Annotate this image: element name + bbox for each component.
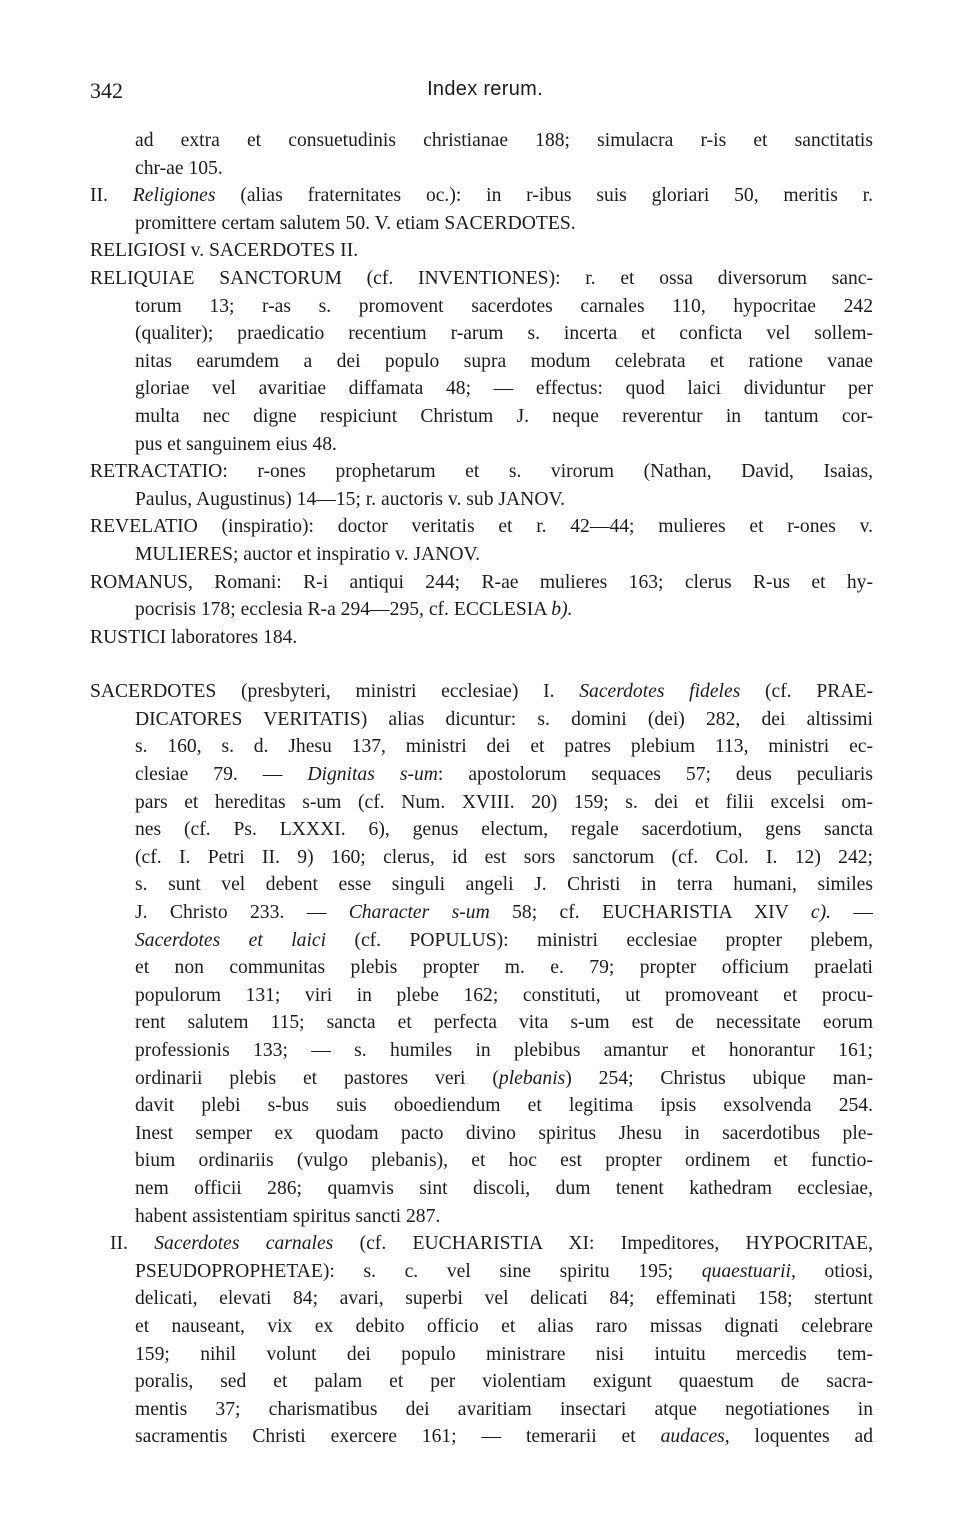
italic-term: Sacerdotes carnales	[154, 1233, 334, 1255]
index-line: nem officii 286; quamvis sint discoli, dum tenent kathedram ecclesiae,	[135, 1177, 873, 1199]
index-line: professionis 133; — s. humiles in plebibus amantur et honorantur 161;	[135, 1040, 873, 1061]
text-run: (cf. POPULUS): ministri ecclesiae propter plebem,	[326, 929, 873, 951]
text-run: 58; cf. EUCHARISTIA XIV	[489, 902, 811, 924]
italic-term: quaestuarii,	[701, 1260, 796, 1282]
text-run: (cf. PRAE-	[740, 681, 873, 703]
index-line: nitas earumdem a dei populo supra modum celebrata et ratione vanae	[135, 350, 873, 372]
index-line: poralis, sed et palam et per violentiam exigunt quaestum de sacra-	[135, 1371, 873, 1393]
index-body	[90, 127, 873, 1451]
text-run: ) 254; Christus ubique man-	[565, 1067, 873, 1089]
index-line: (cf. I. Petri II. 9) 160; clerus, id est sors sanctorum (cf. Col. I. 12) 242;	[135, 846, 873, 868]
index-line: Paulus, Augustinus) 14—15; r. auctoris v. sub JANOV.	[135, 488, 565, 510]
index-line: pars et hereditas s-um (cf. Num. XVIII. 20) 159; s. dei et filii excelsi om-	[135, 791, 873, 813]
italic-term: plebanis	[498, 1067, 566, 1089]
text-run: (cf. EUCHARISTIA XI: Impeditores, HYPOCRITAE,	[333, 1233, 873, 1255]
index-entry-start	[90, 678, 873, 706]
index-line: pus et sanguinem eius 48.	[135, 433, 337, 455]
index-entry-start: ROMANUS, Romani: R-i antiqui 244; R-ae mulieres 163; clerus R-us et hy-	[90, 571, 873, 593]
italic-term: c).	[810, 902, 831, 924]
italic-term: Sacerdotes et laici	[135, 929, 327, 951]
index-entry-start	[110, 1230, 873, 1258]
index-line: et non communitas plebis propter m. e. 79; propter officium praelati	[135, 957, 873, 979]
index-line: delicati, elevati 84; avari, superbi vel delicati 84; effeminati 158; stertunt	[135, 1288, 873, 1310]
text-run: otiosi,	[795, 1260, 873, 1282]
index-line: 159; nihil volunt dei populo ministrare nisi intuitu mercedis tem-	[135, 1343, 873, 1365]
text-run: loquentes ad	[729, 1426, 873, 1448]
index-line: gloriae vel avaritiae diffamata 48; — effectus: quod laici dividuntur per	[135, 378, 873, 400]
index-entry-start	[90, 182, 873, 210]
italic-term: Character s-um	[348, 902, 490, 924]
page-header	[90, 78, 880, 108]
index-entry-start: REVELATIO (inspiratio): doctor veritatis et r. 42—44; mulieres et r-ones v.	[90, 516, 873, 538]
index-line: torum 13; r-as s. promovent sacerdotes carnales 110, hypocritae 242	[135, 295, 873, 317]
index-entry-start: RETRACTATIO: r-ones prophetarum et s. virorum (Nathan, David, Isaias,	[90, 461, 873, 483]
text-run: pocrisis 178; ecclesia R-a 294—295, cf. ECCLESIA	[135, 599, 552, 621]
italic-term: Sacerdotes fideles	[579, 681, 741, 703]
index-entry-start: RELIGIOSI v. SACERDOTES II.	[90, 240, 359, 262]
index-line: Inest semper ex quodam pacto divino spiritus Jhesu in sacerdotibus ple-	[135, 1122, 873, 1144]
index-line	[135, 1065, 873, 1093]
text-run: (alias fraternitates oc.): in r-ibus suis gloriari 50, meritis r.	[215, 185, 873, 207]
text-run: ordinarii plebis et pastores veri (	[135, 1067, 499, 1089]
italic-term: Dignitas s-um	[307, 764, 438, 786]
index-line: davit plebi s-bus suis oboediendum et legitima ipsis exsolvenda 254.	[135, 1095, 873, 1117]
text-run: II.	[90, 185, 133, 207]
index-line: populorum 131; viri in plebe 162; constituti, ut promoveant et procu-	[135, 984, 873, 1006]
index-line: promittere certam salutem 50. V. etiam SACERDOTES.	[135, 212, 576, 234]
index-line: bium ordinariis (vulgo plebanis), et hoc est propter ordinem et functio-	[135, 1150, 873, 1172]
text-run: sacramentis Christi exercere 161; — temerarii et	[135, 1426, 661, 1448]
running-title: Index rerum.	[427, 78, 543, 100]
text-run: PSEUDOPROPHETAE): s. c. vel sine spiritu 195;	[135, 1260, 702, 1282]
text-run: J. Christo 233. —	[135, 902, 349, 924]
index-line: ad extra et consuetudinis christianae 188; simulacra r-is et sanctitatis	[135, 130, 873, 151]
index-line	[135, 761, 873, 789]
index-line	[135, 596, 873, 624]
text-run: clesiae 79. —	[135, 764, 308, 786]
index-line	[135, 1258, 873, 1286]
index-line: et nauseant, vix ex debito officio et alias raro missas dignati celebrare	[135, 1315, 873, 1337]
index-line: habent assistentiam spiritus sancti 287.	[135, 1205, 441, 1227]
index-line: chr-ae 105.	[135, 157, 223, 179]
index-line	[135, 899, 873, 927]
paragraph-gap	[135, 651, 873, 678]
italic-term: Religiones	[132, 185, 216, 207]
text-run: —	[831, 902, 873, 924]
index-line: s. sunt vel debent esse singuli angeli J. Christi in terra humani, similes	[135, 874, 873, 896]
page-number: 342	[90, 78, 123, 103]
index-line: (qualiter); praedicatio recentium r-arum s. incerta et conficta vel sollem-	[135, 323, 873, 345]
italic-term: audaces,	[660, 1426, 730, 1448]
index-line	[135, 1423, 873, 1451]
index-line: nes (cf. Ps. LXXXI. 6), genus electum, regale sacerdotium, gens sancta	[135, 819, 873, 841]
index-line: s. 160, s. d. Jhesu 137, ministri dei et patres plebium 113, ministri ec-	[135, 736, 873, 758]
index-line: MULIERES; auctor et inspiratio v. JANOV.	[135, 543, 481, 565]
index-entry-start: RUSTICI laboratores 184.	[90, 626, 298, 648]
index-line: multa nec digne respiciunt Christum J. neque reverentur in tantum cor-	[135, 405, 873, 427]
index-line: rent salutem 115; sancta et perfecta vita s-um est de necessitate eorum	[135, 1012, 873, 1034]
index-line	[135, 927, 873, 955]
index-entry-start: RELIQUIAE SANCTORUM (cf. INVENTIONES): r. et ossa diversorum sanc-	[90, 267, 873, 289]
text-run: : apostolorum sequaces 57; deus peculiaris	[437, 764, 873, 786]
text-run: II.	[110, 1233, 155, 1255]
italic-term: b).	[551, 599, 573, 621]
index-line: DICATORES VERITATIS) alias dicuntur: s. domini (dei) 282, dei altissimi	[135, 708, 873, 730]
text-run: SACERDOTES (presbyteri, ministri ecclesiae) I.	[90, 681, 580, 703]
index-line: mentis 37; charismatibus dei avaritiam insectari atque negotiationes in	[135, 1398, 873, 1420]
